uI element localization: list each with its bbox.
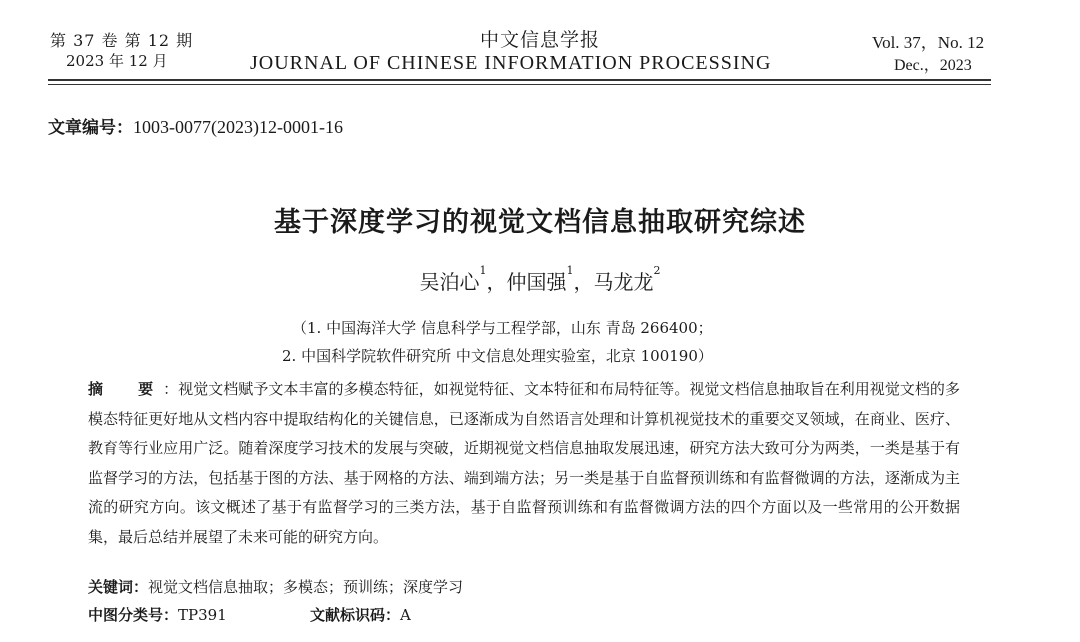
document-code [310, 604, 411, 625]
header-rule-thick [48, 79, 991, 81]
article-number [48, 113, 343, 138]
header-rule-thin [48, 84, 991, 85]
affiliation-2: 2. 中国科学院软件研究所 中文信息处理实验室，北京 100190） [282, 347, 713, 365]
abstract-text: 视觉文档赋予文本丰富的多模态特征，如视觉特征、文本特征和布局特征等。视觉文档信息抽取旨在利用视觉文档的多模态特征更好地从文档内容中提取结构化的关键信息，已逐渐成为自然语言处理和计算机视觉技术的重要交叉领域，在商业、医疗、教育等行业应用广泛。随着深度学习技术的发展与突破，近期视觉文档信息抽取发展迅速，研究方法大致可分为两类，一类是基于有监督学习的方法，包括基于图的方法、基于网格的方法、端到端方法；另一类是基于自监督预训练和有监督微调的方法，逐渐成为主流的研究方向。该文概述了基于有监督学习的三类方法，基于自监督预训练和有监督微调方法的四个方面以及一些常用的公开数据集，最后总结并展望了未来可能的研究方向。 [88, 380, 960, 546]
keywords [88, 576, 463, 597]
author-name: 吴泊心 [419, 270, 480, 294]
author-separator: ， [486, 270, 507, 294]
journal-name-cn: 中文信息学报 [479, 29, 600, 51]
keywords-value: 视觉文档信息抽取；多模态；预训练；深度学习 [148, 578, 464, 596]
author-affiliation-mark: 1 [566, 264, 574, 277]
volume-number-en: Vol. 37，No. 12 [872, 33, 985, 52]
issue-volume-number: 第 37 卷 第 12 期 [50, 31, 194, 50]
classification-number [88, 604, 227, 625]
author-name: 仲国强 [506, 270, 567, 294]
date-en: Dec.，2023 [894, 57, 972, 74]
journal-name-en: JOURNAL OF CHINESE INFORMATION PROCESSING [250, 52, 772, 74]
author-separator: ， [573, 270, 594, 294]
paper-title: 基于深度学习的视觉文档信息抽取研究综述 [274, 207, 806, 238]
abstract-colon: ： [163, 380, 179, 398]
document-code-value: A [400, 606, 411, 624]
author-name: 马龙龙 [593, 270, 654, 294]
issue-date: 2023 年 12 月 [66, 52, 168, 70]
abstract-label: 摘 要 [88, 380, 164, 398]
affiliation-1: （1. 中国海洋大学 信息科学与工程学部，山东 青岛 266400； [292, 319, 713, 337]
article-number-label: 文章编号： [48, 118, 133, 138]
author-list [0, 266, 1080, 295]
abstract [88, 375, 960, 552]
author-affiliation-mark: 1 [479, 264, 487, 277]
classification-label: 中图分类号： [88, 606, 179, 624]
author-affiliation-mark: 2 [653, 264, 661, 277]
classification-value: TP391 [178, 606, 227, 624]
article-number-value: 1003-0077(2023)12-0001-16 [133, 117, 343, 137]
document-code-label: 文献标识码： [310, 606, 401, 624]
keywords-label: 关键词： [88, 578, 149, 596]
